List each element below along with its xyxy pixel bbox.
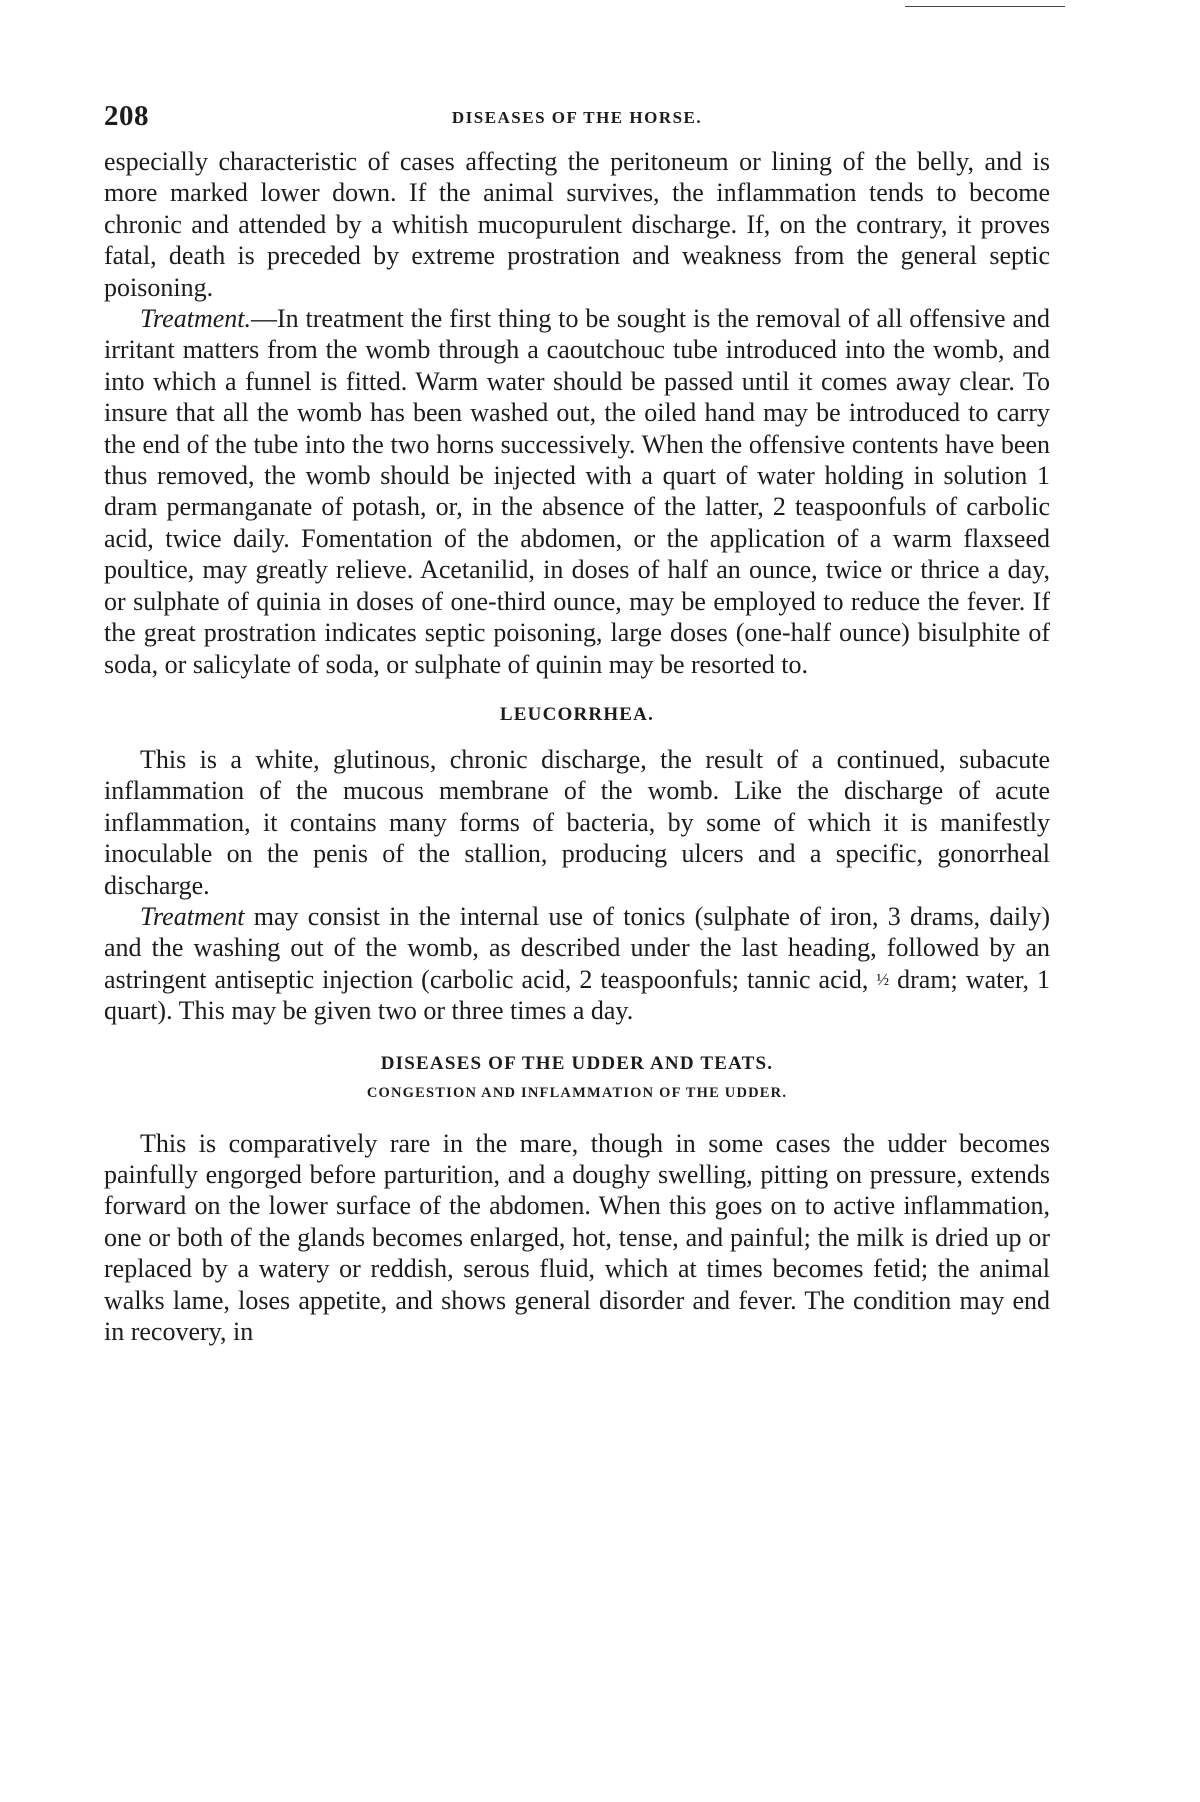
top-rule: [905, 6, 1065, 7]
fraction: ½: [876, 969, 890, 989]
paragraph-text: —In treatment the first thing to be sought is the removal of all offensive and irritant matters from the womb through a caoutchouc tube introduced into the womb, and into which a funnel is fitted. Warm water should be passed until it comes away clear. To insure that all the womb has been washed out, the oiled hand may be introduced to carry the end of the tube into the two horns successively. When the offensive contents have been thus removed, the womb should be injected with a quart of water holding in solution 1 dram permanganate of potash, or, in the absence of the latter, 2 teaspoonfuls of carbolic acid, twice daily. Fomentation of the abdomen, or the application of a warm flaxseed poultice, may greatly relieve. Acetanilid, in doses of half an ounce, twice or thrice a day, or sulphate of quinia in doses of one-third ounce, may be employed to reduce the fever. If the great prostration indicates septic poisoning, large doses (one-half ounce) bisulphite of soda, or salicylate of soda, or sulphate of quinin may be resorted to.: [104, 304, 1050, 679]
page-number: 208: [104, 100, 149, 132]
section-heading-leucorrhea: LEUCORRHEA.: [499, 703, 655, 725]
leucorrhea-section: [104, 744, 1050, 1027]
leucorrhea-paragraph-1: This is a white, glutinous, chronic discharge, the result of a continued, subacute inflammation of the mucous membrane of the womb. Like the discharge of acute inflammation, it contains many forms of bacteria, by some of which it is manifestly inoculable on the penis of the stallion, producing ulcers and a specific, gonorrheal discharge.: [104, 744, 1050, 900]
running-head: DISEASES OF THE HORSE.: [451, 108, 703, 127]
treatment-lead: Treatment.: [140, 304, 251, 334]
section-heading-udder: DISEASES OF THE UDDER AND TEATS.: [380, 1052, 774, 1074]
udder-section: [104, 1128, 1050, 1348]
paragraph-text: especially characteristic of cases affecting the peritoneum or lining of the belly, and is more marked lower down. If the animal survives, the inflammation tends to become chronic and attended by a whitish mucopurulent discharge. If, on the contrary, it proves fatal, death is preceded by extreme prostration and weakness from the general septic poisoning.: [104, 147, 1050, 302]
treatment-lead: Treatment: [140, 901, 245, 931]
paragraph-text: dram; water, 1 quart). This may be given two or three times a day.: [104, 964, 1050, 1026]
paragraph-text: may consist in the internal use of tonics (sulphate of iron, 3 drams, daily) and the washing out of the womb, as described under the last heading, followed by an astringent antiseptic injection (carbolic acid, 2 teaspoonfuls; tannic acid,: [104, 901, 1050, 994]
page-header: [104, 100, 1050, 140]
subheading-congestion: CONGESTION AND INFLAMMATION OF THE UDDER.: [366, 1084, 788, 1101]
paragraph-treatment: [104, 303, 1050, 680]
page: [104, 100, 1050, 1347]
leucorrhea-paragraph-2: [104, 901, 1050, 1027]
paragraph-continuation: [104, 146, 1050, 303]
body-text-top: [104, 146, 1050, 680]
udder-paragraph-1: This is comparatively rare in the mare, though in some cases the udder becomes painfully engorged before parturition, and a doughy swelling, pitting on pressure, extends forward on the lower surface of the abdomen. When this goes on to active inflammation, one or both of the glands becomes enlarged, hot, tense, and painful; the milk is dried up or replaced by a watery or reddish, serous fluid, which at times becomes fetid; the animal walks lame, loses appetite, and shows general disorder and fever. The condition may end in recovery, in: [104, 1128, 1050, 1346]
